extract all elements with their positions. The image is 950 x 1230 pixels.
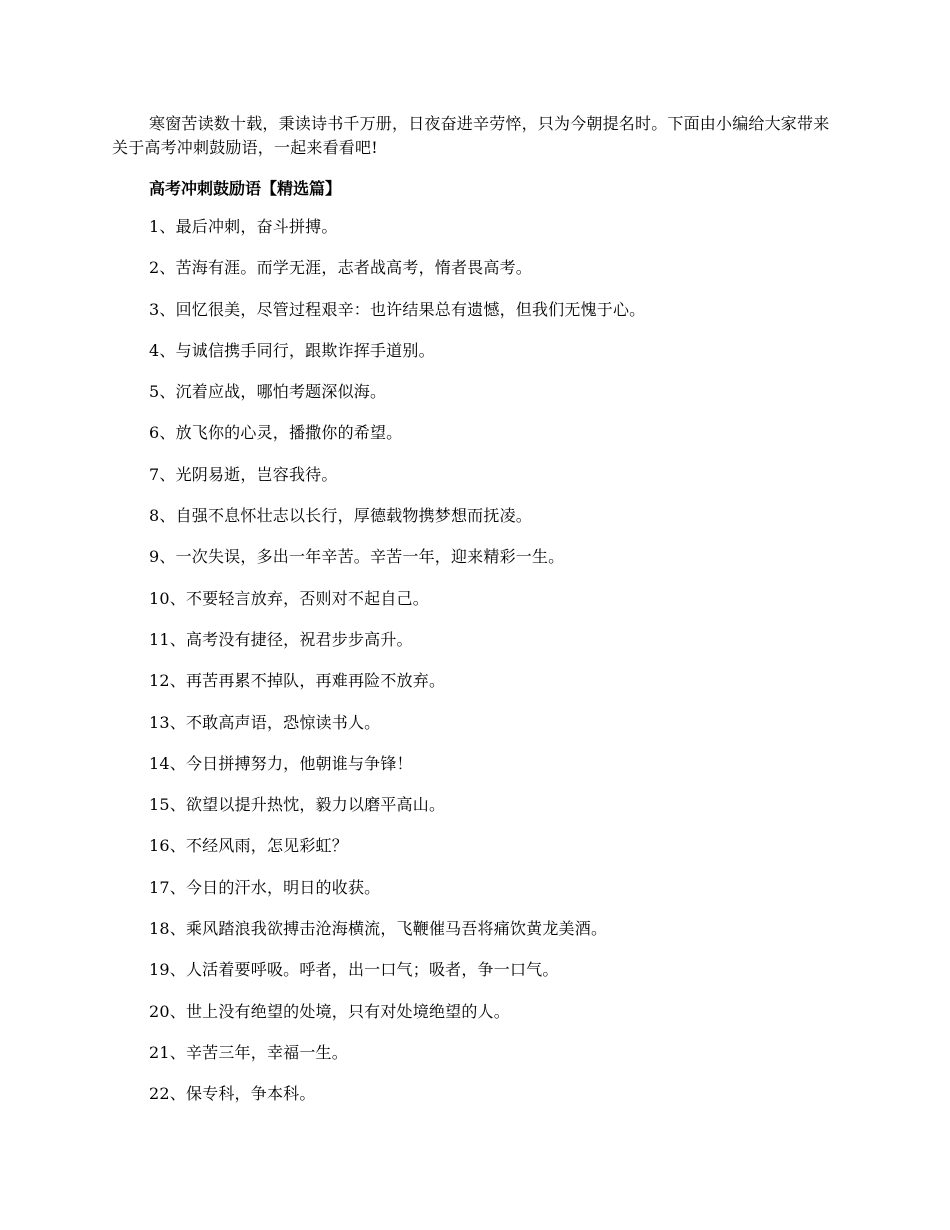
quote-item: 21、辛苦三年，幸福一生。 [149,1042,348,1062]
quote-item: 15、欲望以提升热忱，毅力以磨平高山。 [149,795,446,815]
quote-item: 18、乘风踏浪我欲搏击沧海横流，飞鞭催马吾将痛饮黄龙美酒。 [149,919,608,939]
quote-item: 7、光阴易逝，岂容我待。 [149,464,338,484]
quote-item: 12、再苦再累不掉队，再难再险不放弃。 [149,671,446,691]
quote-item: 10、不要轻言放弃，否则对不起自己。 [149,588,429,608]
quote-item: 2、苦海有涯。而学无涯，志者战高考，惰者畏高考。 [149,258,532,278]
quote-item: 13、不敢高声语，恐惊读书人。 [149,712,381,732]
quote-item: 1、最后冲刺，奋斗拼搏。 [149,217,338,236]
section-title: 高考冲刺鼓励语【精选篇】 [149,179,342,198]
quote-item: 14、今日拼搏努力，他朝谁与争锋！ [149,753,413,773]
quote-item: 6、放飞你的心灵，播撒你的希望。 [149,423,403,443]
quote-item: 4、与诚信携手同行，跟欺诈挥手道别。 [149,340,435,360]
quote-item: 16、不经风雨，怎见彩虹？ [149,836,348,856]
quote-item: 20、世上没有绝望的处境，只有对处境绝望的人。 [149,1001,510,1021]
document-page [112,112,842,1104]
intro-paragraph: 寒窗苦读数十载，秉读诗书千万册，日夜奋进辛劳悴，只为今朝提名时。下面由小编给大家带来关于高考冲刺鼓励语，一起来看看吧! [112,114,830,157]
quote-item: 19、人活着要呼吸。呼者，出一口气；吸者，争一口气。 [149,960,559,980]
quote-item: 9、一次失误，多出一年辛苦。辛苦一年，迎来精彩一生。 [149,547,565,567]
quote-item: 3、回忆很美，尽管过程艰辛：也许结果总有遗憾，但我们无愧于心。 [149,299,646,319]
quote-list [149,216,645,1125]
quote-item: 22、保专科，争本科。 [149,1084,316,1104]
quote-item: 11、高考没有捷径，祝君步步高升。 [149,629,413,649]
quote-item: 8、自强不息怀壮志以长行，厚德载物携梦想而抚凌。 [149,506,532,526]
quote-item: 5、沉着应战，哪怕考题深似海。 [149,382,387,402]
quote-item: 17、今日的汗水，明日的收获。 [149,877,381,897]
